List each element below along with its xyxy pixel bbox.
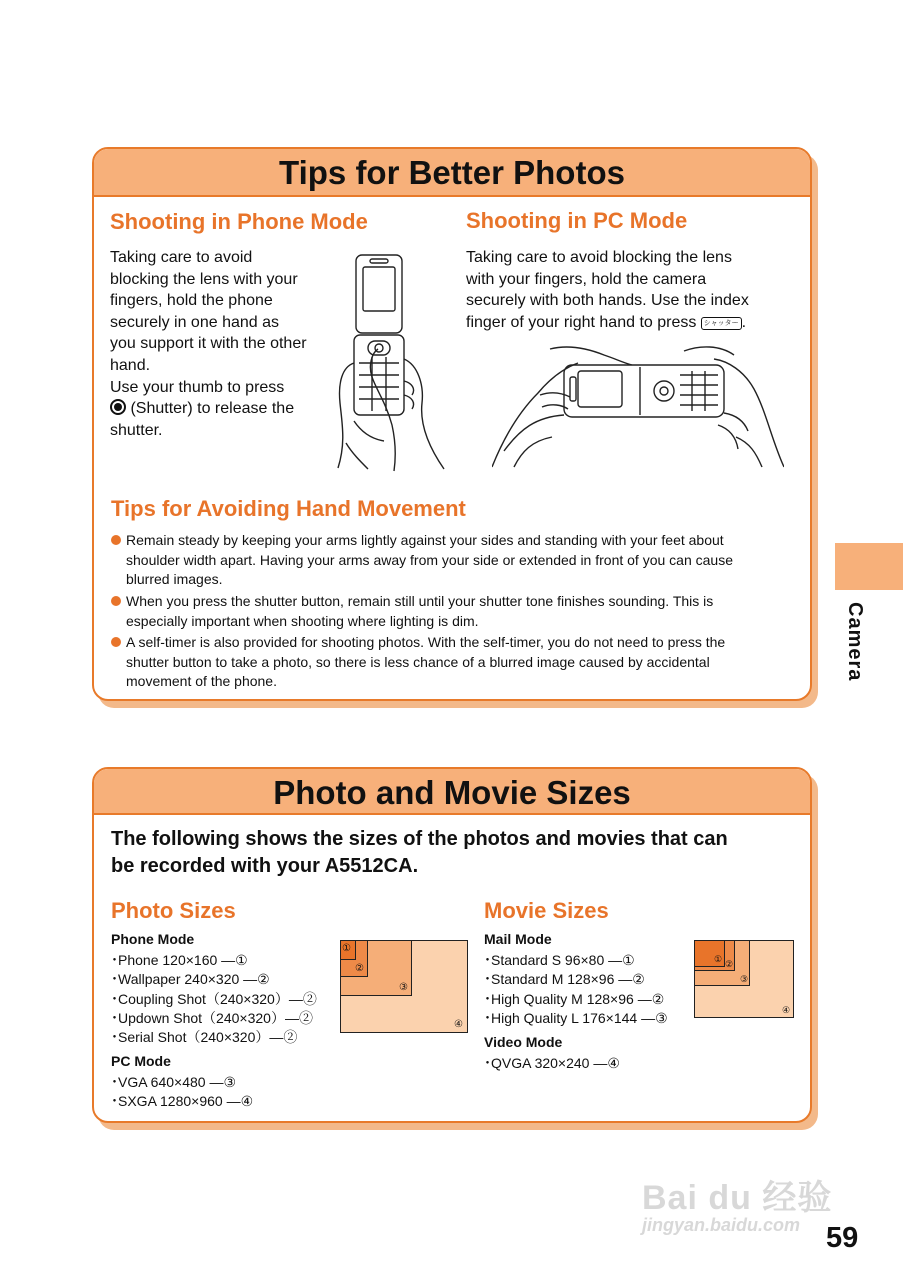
size-label-2: ② — [355, 963, 364, 974]
text-line: be recorded with your A5512CA. — [111, 855, 419, 877]
movie-sizes-heading: Movie Sizes — [484, 898, 609, 923]
text-line: with your fingers, hold the camera — [466, 270, 707, 288]
size-label-4: ④ — [782, 1005, 791, 1015]
size-label-3: ③ — [399, 982, 408, 993]
size-label-2: ② — [725, 959, 734, 969]
shutter-key-icon: シャッター — [701, 317, 742, 330]
movie-video-mode-label: Video Mode — [484, 1034, 563, 1050]
bullet-dot-icon — [111, 637, 121, 647]
text-line: movement of the phone. — [126, 673, 277, 689]
size-item: ･Standard M 128×96 ―② — [484, 971, 645, 987]
text-line: you support it with the other — [110, 335, 307, 353]
avoid-movement-heading: Tips for Avoiding Hand Movement — [111, 496, 466, 521]
size-item: ･Updown Shot（240×320）―② — [111, 1010, 313, 1026]
sizes-intro — [111, 826, 728, 880]
bullet-item — [111, 633, 806, 692]
sizes-section — [92, 767, 812, 1123]
photo-size-diagram — [340, 940, 468, 1033]
two-hand-camera-illustration — [492, 341, 784, 471]
size-item: ･Coupling Shot（240×320）―② — [111, 991, 317, 1007]
size-item: ･SXGA 1280×960 ―④ — [111, 1093, 254, 1109]
text-line: shoulder width apart. Having your arms away from your side or extended in front of you can cause — [126, 551, 733, 568]
size-item: ･Standard S 96×80 ―① — [484, 952, 635, 968]
size-label-1: ① — [714, 954, 723, 964]
photo-sizes-heading: Photo Sizes — [111, 898, 236, 923]
text-line: shutter. — [110, 421, 163, 439]
text-line: Remain steady by keeping your arms lightly against your sides and standing with your feet about — [126, 532, 724, 548]
text-line: securely in one hand as — [110, 313, 279, 331]
text-line: blocking the lens with your — [110, 270, 298, 288]
phone-mode-text — [110, 247, 340, 441]
size-label-3: ③ — [740, 974, 749, 984]
size-label-1: ① — [342, 943, 351, 954]
movie-size-diagram — [694, 940, 794, 1018]
baidu-watermark: Bai du 经验 — [642, 1179, 833, 1217]
photo-pc-mode-label: PC Mode — [111, 1053, 171, 1069]
camera-side-tab — [835, 543, 903, 590]
bullet-item — [111, 592, 806, 631]
sizes-title: Photo and Movie Sizes — [94, 769, 810, 815]
watermark-url: jingyan.baidu.com — [642, 1215, 801, 1235]
bullet-item — [111, 531, 806, 590]
text-line: A self-timer is also provided for shooting photos. With the self-timer, you do not need to press the — [126, 634, 726, 650]
bullet-dot-icon — [111, 535, 121, 545]
text-line: especially important when shooting where lighting is dim. — [126, 612, 479, 629]
movie-mail-mode-label: Mail Mode — [484, 931, 552, 947]
camera-side-label: Camera — [844, 602, 866, 682]
text-line: (Shutter) to release the — [110, 398, 340, 420]
tips-title: Tips for Better Photos — [94, 149, 810, 197]
shutter-button-icon — [110, 399, 126, 415]
pc-mode-heading: Shooting in PC Mode — [466, 208, 688, 233]
text-line: finger of your right hand to press シャッター . — [466, 313, 747, 331]
tips-section — [92, 147, 812, 701]
text-line: fingers, hold the phone — [110, 292, 273, 310]
size-item: ･Serial Shot（240×320）―② — [111, 1029, 298, 1045]
size-label-4: ④ — [454, 1019, 463, 1030]
size-item: ･High Quality L 176×144 ―③ — [484, 1010, 668, 1026]
text-line: blurred images. — [126, 571, 223, 587]
size-item: ･QVGA 320×240 ―④ — [484, 1055, 620, 1071]
text-line: shutter button to take a photo, so there is less chance of a blurred image caused by accidental — [126, 653, 710, 670]
bullet-dot-icon — [111, 596, 121, 606]
text-line: securely with both hands. Use the index — [466, 292, 749, 310]
size-item: ･High Quality M 128×96 ―② — [484, 991, 665, 1007]
pc-mode-text — [466, 247, 796, 333]
text-line: Taking care to avoid blocking the lens — [466, 249, 732, 266]
phone-mode-heading: Shooting in Phone Mode — [110, 209, 368, 234]
text-line: When you press the shutter button, remain still until your shutter tone finishes sounding. This is — [126, 593, 714, 609]
text-line: Taking care to avoid — [110, 249, 253, 266]
size-item: ･Phone 120×160 ―① — [111, 952, 248, 968]
text-line: hand. — [110, 356, 151, 374]
size-item: ･Wallpaper 240×320 ―② — [111, 971, 270, 987]
text-line: Use your thumb to press — [110, 378, 285, 396]
page-number: 59 — [826, 1222, 859, 1254]
phone-hand-illustration — [332, 253, 452, 473]
photo-phone-mode-label: Phone Mode — [111, 931, 195, 947]
size-item: ･VGA 640×480 ―③ — [111, 1074, 237, 1090]
text-line: The following shows the sizes of the photos and movies that can — [111, 828, 728, 850]
